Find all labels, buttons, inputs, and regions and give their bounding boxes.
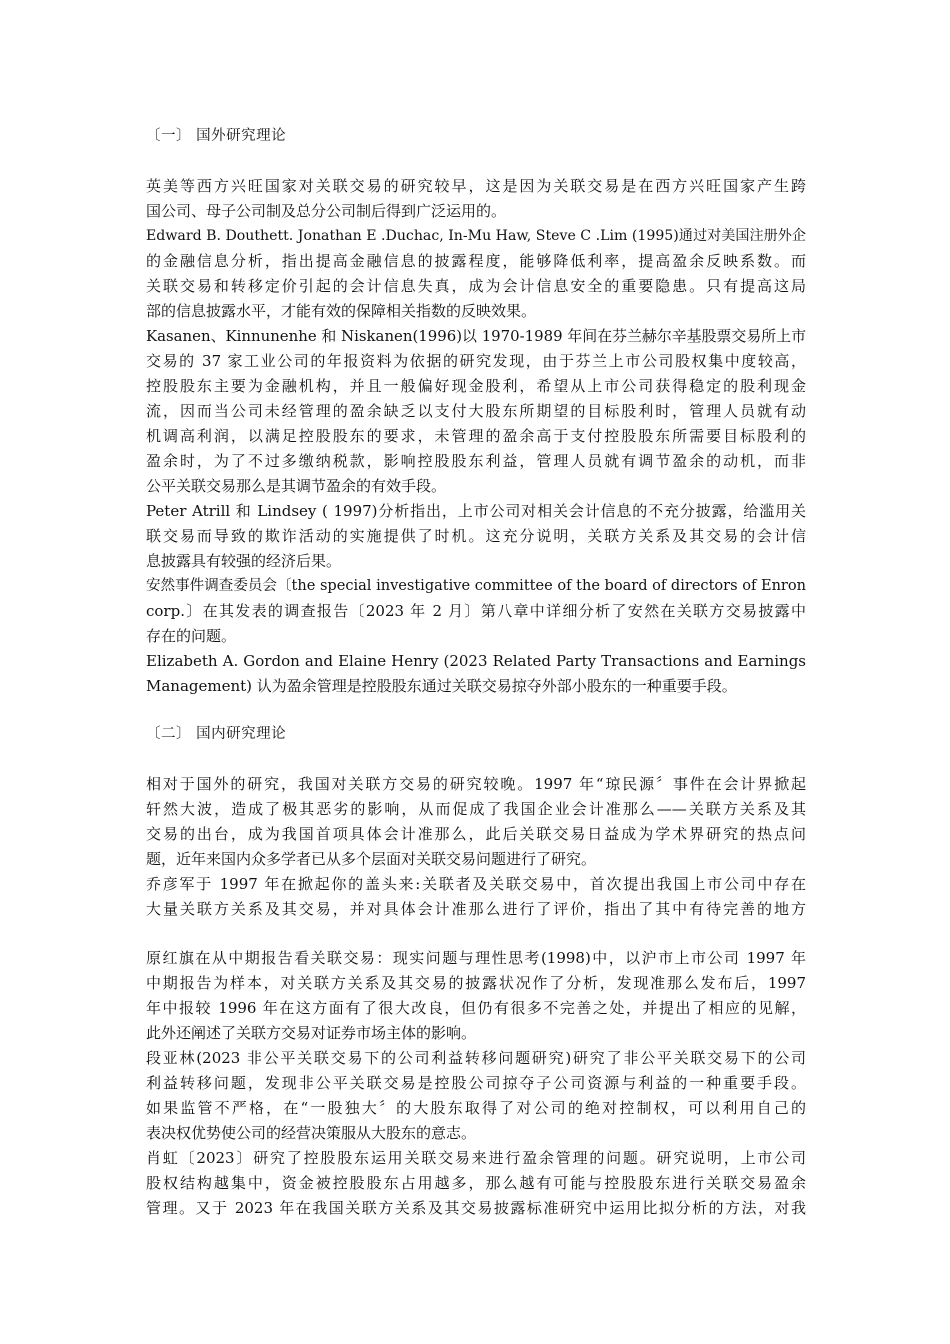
text-line: 乔彦军于 1997 年在掀起你的盖头来:关联者及关联交易中，首次提出我国上市公司中存在 [146,875,806,893]
text-line: 机调高利润，以满足控股股东的要求，未管理的盈余高于支付控股股东所需要目标股利的 [146,427,806,445]
paragraph [146,499,806,574]
text-line: 题，近年来国内众多学者已从多个层面对关联交易问题进行了研究。 [146,850,597,868]
text-line: 存在的问题。 [146,627,237,645]
text-line: 利益转移问题，发现非公平关联交易是控股公司掠夺子公司资源与利益的一种重要手段。 [146,1074,806,1092]
text-line: 部的信息披露水平，才能有效的保障相关指数的反映效果。 [146,302,537,320]
section-heading-domestic: 〔二〕 国内研究理论 [146,726,287,742]
text-line: 中期报告为样本，对关联方关系及其交易的披露状况作了分析，发现准那么发布后，1997 [146,974,806,992]
paragraph [146,224,806,324]
paragraph [146,174,806,224]
paragraph [146,324,806,499]
text-line: 公平关联交易那么是其调节盈余的有效手段。 [146,477,447,495]
section-heading-foreign: 〔一〕 国外研究理论 [146,128,287,144]
text-line: 交易的出台，成为我国首项具体会计准那么，此后关联交易日益成为学术界研究的热点问 [146,825,806,843]
paragraph [146,872,806,922]
text-line: Elizabeth A. Gordon and Elaine Henry (2023 Related Party Transactions and Earnings [146,652,806,670]
text-line: 安然事件调查委员会〔the special investigative committee of the board of directors of Enron [146,578,806,594]
text-line: 轩然大波，造成了极其恶劣的影响，从而促成了我国企业会计准那么——关联方关系及其 [146,800,806,818]
text-line: 英美等西方兴旺国家对关联交易的研究较早，这是因为关联交易是在西方兴旺国家产生跨 [146,177,806,195]
text-line: 息披露具有较强的经济后果。 [146,552,342,570]
paragraph [146,1146,806,1221]
text-line: 股权结构越集中，资金被控股股东占用越多，那么越有可能与控股股东进行关联交易盈余 [146,1174,806,1192]
paragraph [146,574,806,649]
paragraph [146,946,806,1046]
text-line: 年中报较 1996 年在这方面有了很大改良，但仍有很多不完善之处，并提出了相应的见解， [146,999,806,1017]
text-line: 管理。又于 2023 年在我国关联方关系及其交易披露标准研究中运用比拟分析的方法，对我 [146,1199,806,1217]
text-line: Peter Atrill 和 Lindsey ( 1997)分析指出，上市公司对相关会计信息的不充分披露，给滥用关 [146,502,806,520]
text-line: Kasanen、Kinnunenhe 和 Niskanen(1996)以 1970-1989 年间在芬兰赫尔辛基股票交易所上市 [146,327,806,345]
text-line: 联交易而导致的欺诈活动的实施提供了时机。这充分说明，关联方关系及其交易的会计信 [146,527,806,545]
paragraph [146,772,806,872]
paragraph [146,1046,806,1146]
text-line: 交易的 37 家工业公司的年报资料为依据的研究发现，由于芬兰上市公司股权集中度较高， [146,352,806,370]
text-line: 国公司、母子公司制及总分公司制后得到广泛运用的。 [146,202,507,220]
text-line: 关联交易和转移定价引起的会计信息失真，成为会计信息安全的重要隐患。只有提高这局 [146,277,806,295]
text-line: 控股股东主要为金融机构，并且一般偏好现金股利，希望从上市公司获得稳定的股利现金 [146,377,806,395]
text-line: 原红旗在从中期报告看关联交易：现实问题与理性思考(1998)中，以沪市上市公司 1997 年 [146,949,806,967]
text-line: 大量关联方关系及其交易，并对具体会计准那么进行了评价，指出了其中有待完善的地方 [146,900,806,918]
text-line: 如果监管不严格，在“一股独大〞的大股东取得了对公司的绝对控制权，可以利用自己的 [146,1099,806,1117]
text-line: 表决权优势使公司的经营决策服从大股东的意志。 [146,1124,477,1142]
text-line: 的金融信息分析，指出提高金融信息的披露程度，能够降低利率，提高盈余反映系数。而 [146,252,806,270]
text-line: 盈余时，为了不过多缴纳税款，影响控股股东利益，管理人员就有调节盈余的动机，而非 [146,452,806,470]
text-line: corp.〕在其发表的调查报告〔2023 年 2 月〕第八章中详细分析了安然在关联方交易披露中 [146,602,806,620]
text-line: 流，因而当公司未经管理的盈余缺乏以支付大股东所期望的目标股利时，管理人员就有动 [146,402,806,420]
text-line: 相对于国外的研究，我国对关联方交易的研究较晚。1997 年“琼民源〞事件在会计界掀起 [146,775,806,793]
paragraph [146,649,806,699]
text-line: Edward B. Douthett. Jonathan E .Duchac, In-Mu Haw, Steve C .Lim (1995)通过对美国注册外企 [146,228,806,244]
text-line: 此外还阐述了关联方交易对证券市场主体的影响。 [146,1024,477,1042]
text-line: Management) 认为盈余管理是控股股东通过关联交易掠夺外部小股东的一种重要手段。 [146,677,737,695]
text-line: 段亚林(2023 非公平关联交易下的公司利益转移问题研究)研究了非公平关联交易下的公司 [146,1049,806,1067]
text-line: 肖虹〔2023〕研究了控股股东运用关联交易来进行盈余管理的问题。研究说明，上市公司 [146,1149,806,1167]
